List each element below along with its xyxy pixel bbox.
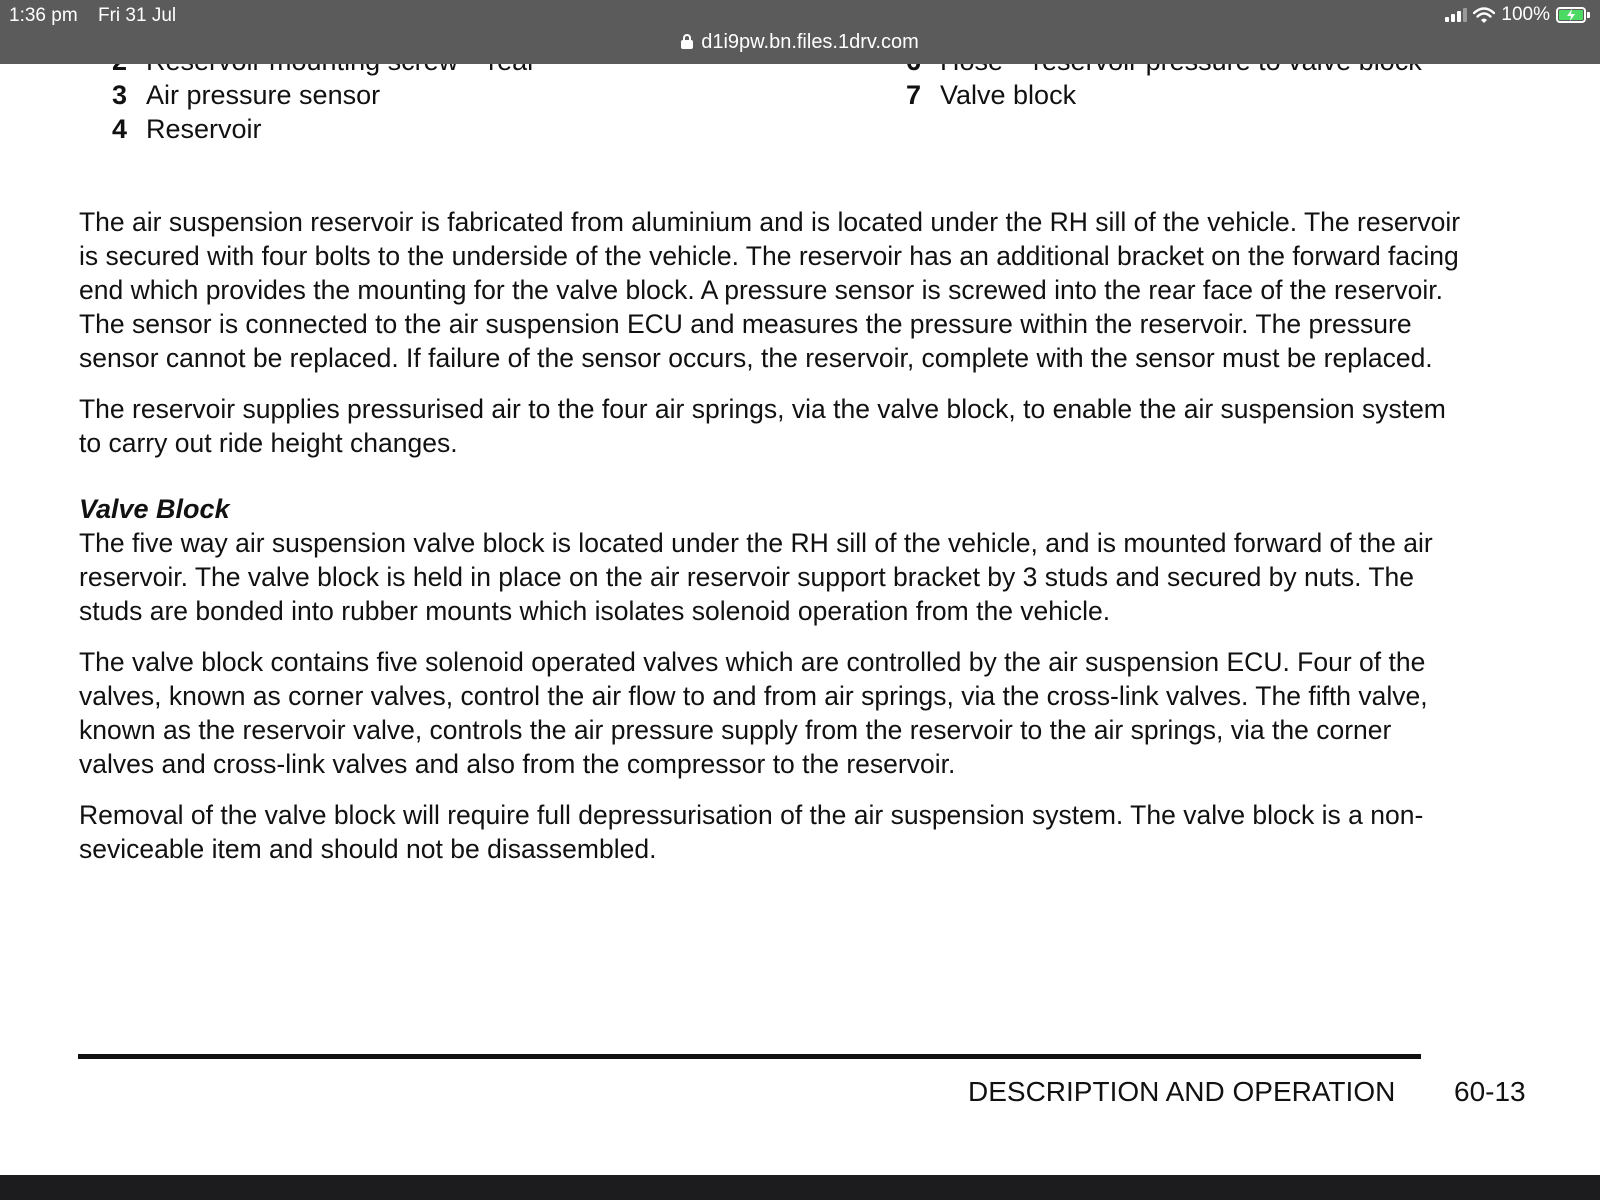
- legend-item: [112, 78, 536, 112]
- paragraph-reservoir-supply: [79, 392, 1529, 460]
- text-line: The valve block contains five solenoid operated valves which are controlled by the air suspension ECU. Four of the: [79, 647, 1426, 677]
- footer-rule: [78, 1054, 1421, 1059]
- url-bar[interactable]: [0, 31, 1600, 54]
- paragraph-reservoir-description: [79, 205, 1529, 375]
- legend-text: Air pressure sensor: [146, 80, 381, 110]
- text-line: is secured with four bolts to the underside of the vehicle. The reservoir has an additional bracket on the forward facing: [79, 241, 1459, 271]
- wifi-icon: [1473, 7, 1495, 23]
- status-indicators: [1445, 4, 1590, 26]
- status-time: 1:36 pm: [9, 5, 78, 26]
- text-line: The sensor is connected to the air suspension ECU and measures the pressure within the reservoir. The pressure: [79, 309, 1412, 339]
- text-line: known as the reservoir valve, controls the air pressure supply from the reservoir to the air springs, via the corner: [79, 715, 1392, 745]
- section-heading-valve-block: Valve Block: [79, 494, 230, 524]
- cellular-signal-icon: [1445, 8, 1467, 22]
- text-line: valves, known as corner valves, control the air flow to and from air springs, via the cross-link valves. The fifth valve,: [79, 681, 1428, 711]
- text-line: The reservoir supplies pressurised air to the four air springs, via the valve block, to enable the air suspension system: [79, 394, 1446, 424]
- text-line: reservoir. The valve block is held in place on the air reservoir support bracket by 3 studs and secured by nuts. The: [79, 562, 1415, 592]
- status-bar: [0, 0, 1600, 64]
- paragraph-valve-block-location: [79, 526, 1529, 628]
- legend-number: 3: [112, 80, 128, 110]
- status-date: Fri 31 Jul: [98, 5, 177, 26]
- text-line: to carry out ride height changes.: [79, 428, 458, 458]
- battery-percentage: 100%: [1501, 4, 1550, 25]
- url-text: d1i9pw.bn.files.1drv.com: [701, 31, 919, 53]
- text-line: sensor cannot be replaced. If failure of the sensor occurs, the reservoir, complete with the sensor must be replaced.: [79, 343, 1433, 373]
- paragraph-valve-block-solenoids: [79, 645, 1529, 781]
- legend-number: 4: [112, 114, 128, 144]
- text-line: valves and cross-link valves and also from the compressor to the reservoir.: [79, 749, 956, 779]
- text-line: The five way air suspension valve block is located under the RH sill of the vehicle, and is mounted forward of the air: [79, 528, 1433, 558]
- legend-item: [112, 112, 536, 146]
- footer-section-title: DESCRIPTION AND OPERATION: [968, 1076, 1396, 1107]
- text-line: studs are bonded into rubber mounts which isolates solenoid operation from the vehicle.: [79, 596, 1111, 626]
- legend-text: Valve block: [940, 80, 1077, 110]
- text-line: end which provides the mounting for the valve block. A pressure sensor is screwed into the rear face of the reservoir.: [79, 275, 1443, 305]
- battery-charging-icon: [1556, 7, 1590, 23]
- lock-icon: [681, 34, 693, 49]
- legend-number: 7: [906, 80, 922, 110]
- paragraph-valve-block-removal: [79, 798, 1529, 866]
- text-line: seviceable item and should not be disassembled.: [79, 834, 657, 864]
- home-indicator-bar: [0, 1175, 1600, 1200]
- footer-page-number: 60-13: [1454, 1076, 1526, 1107]
- legend-text: Reservoir: [146, 114, 262, 144]
- text-line: Removal of the valve block will require full depressurisation of the air suspension system. The valve block is a non-: [79, 800, 1424, 830]
- text-line: The air suspension reservoir is fabricated from aluminium and is located under the RH sill of the vehicle. The reservoir: [79, 207, 1461, 237]
- legend-item: [906, 78, 1422, 112]
